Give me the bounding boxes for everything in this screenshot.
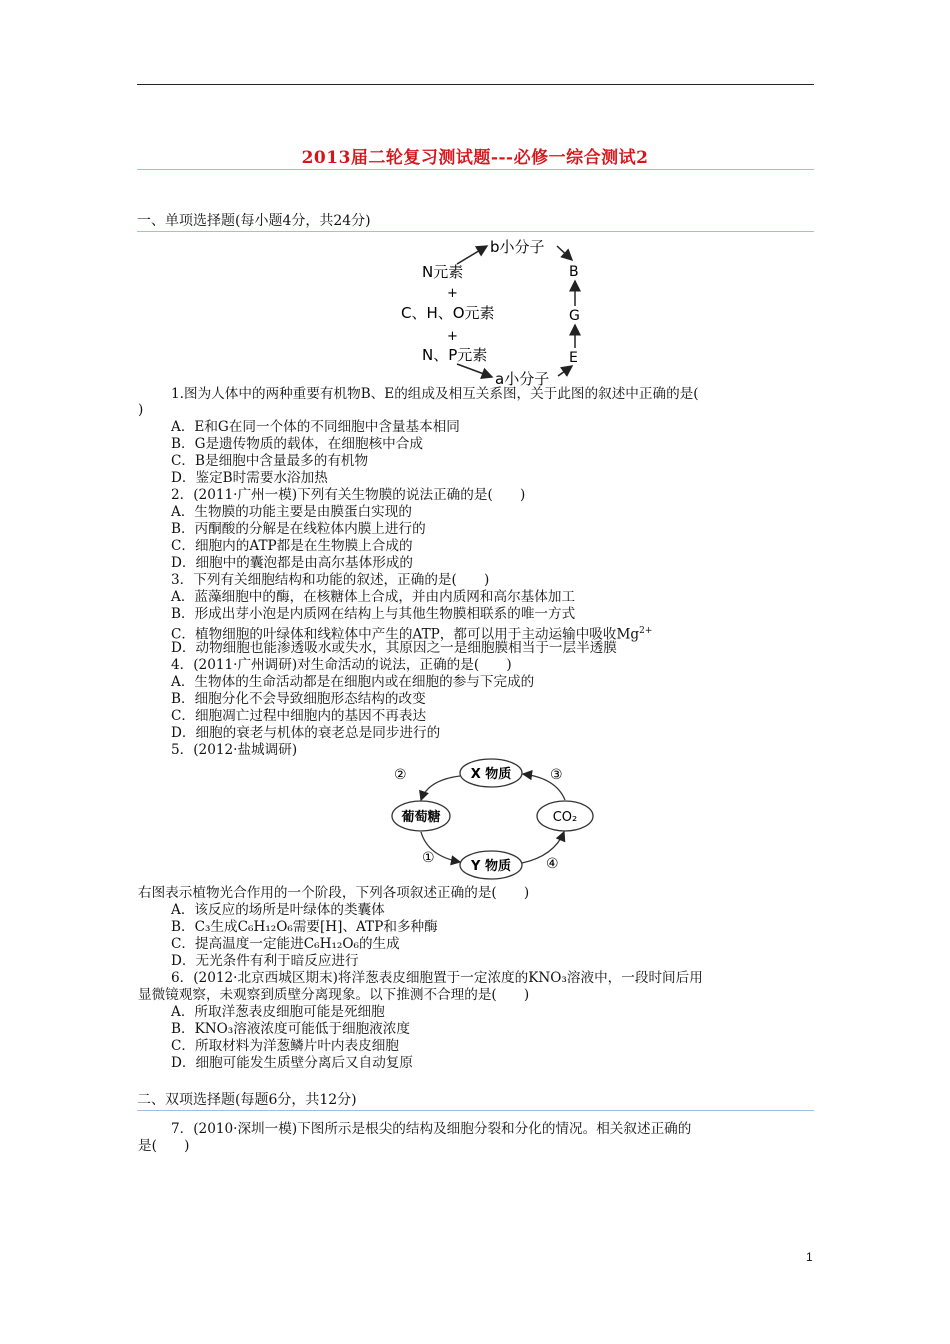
section-underline-2 <box>137 1110 814 1111</box>
node-g: G <box>569 308 580 324</box>
page-number: 1 <box>806 1250 813 1264</box>
q5-stem: 5．(2012·盐城调研) <box>171 742 298 758</box>
plus-sign-2: + <box>447 329 458 344</box>
q2-option-c: C．细胞内的ATP都是在生物膜上合成的 <box>171 538 413 554</box>
arrow-np-to-a <box>457 364 492 377</box>
arrow-a-to-e <box>558 366 572 376</box>
a-small-molecule-label: a小分子 <box>495 370 550 388</box>
q6-option-a: A．所取洋葱表皮细胞可能是死细胞 <box>171 1004 385 1020</box>
section-heading-single-choice: 一、单项选择题(每小题4分，共24分) <box>137 213 371 229</box>
q5-option-d: D．无光条件有利于暗反应进行 <box>171 953 359 969</box>
arrow-x-to-glucose <box>421 776 460 800</box>
step-2-marker: ② <box>394 767 407 783</box>
q1-option-b: B．G是遗传物质的载体，在细胞核中合成 <box>171 436 423 452</box>
q1-option-d: D．鉴定B时需要水浴加热 <box>171 470 328 486</box>
q4-option-c: C．细胞凋亡过程中细胞内的基因不再表达 <box>171 708 427 724</box>
n-element-label: N元素 <box>422 263 464 281</box>
glucose-label: 葡萄糖 <box>401 810 441 825</box>
q6-option-c: C．所取材料为洋葱鳞片叶内表皮细胞 <box>171 1038 399 1054</box>
organic-molecule-relationship-diagram <box>395 236 605 388</box>
q2-option-a: A．生物膜的功能主要是由膜蛋白实现的 <box>171 504 412 520</box>
q3-option-a: A．蓝藻细胞中的酶，在核糖体上合成，并由内质网和高尔基体加工 <box>171 589 576 605</box>
cho-element-label: C、H、O元素 <box>401 304 495 322</box>
q5-description: 右图表示植物光合作用的一个阶段，下列各项叙述正确的是( ) <box>138 885 530 901</box>
q6-option-b: B．KNO₃溶液浓度可能低于细胞液浓度 <box>171 1021 410 1037</box>
q7-stem-cont: 是( ) <box>138 1138 190 1154</box>
section-underline-1 <box>137 231 814 232</box>
q4-stem: 4．(2011·广州调研)对生命活动的说法，正确的是( ) <box>171 657 512 673</box>
q2-stem: 2．(2011·广州一模)下列有关生物膜的说法正确的是( ) <box>171 487 526 503</box>
plus-sign-1: + <box>447 286 458 301</box>
q2-option-b: B．丙酮酸的分解是在线粒体内膜上进行的 <box>171 521 426 537</box>
x-substance-label: X 物质 <box>470 767 512 782</box>
q1-stem: 1.图为人体中的两种重要有机物B、E的组成及相互关系图，关于此图的叙述中正确的是( <box>171 386 699 402</box>
title-underline <box>137 169 814 170</box>
q6-option-d: D．细胞可能发生质壁分离后又自动复原 <box>171 1055 413 1071</box>
step-3-marker: ③ <box>550 767 563 783</box>
b-small-molecule-label: b小分子 <box>490 238 545 256</box>
q3-option-c-sup: 2+ <box>639 626 653 636</box>
arrow-n-to-b <box>457 246 487 264</box>
q1-option-c: C．B是细胞中含量最多的有机物 <box>171 453 369 469</box>
node-e: E <box>569 350 578 366</box>
q2-option-d: D．细胞中的囊泡都是由高尔基体形成的 <box>171 555 413 571</box>
step-1-marker: ① <box>422 850 435 866</box>
q1-stem-cont: ) <box>138 402 144 418</box>
q3-stem: 3．下列有关细胞结构和功能的叙述，正确的是( ) <box>171 572 490 588</box>
q4-option-d: D．细胞的衰老与机体的衰老总是同步进行的 <box>171 725 441 741</box>
step-4-marker: ④ <box>546 856 559 872</box>
q6-stem-cont: 显微镜观察，未观察到质壁分离现象。以下推测不合理的是( ) <box>138 987 530 1003</box>
q4-option-b: B．细胞分化不会导致细胞形态结构的改变 <box>171 691 426 707</box>
q4-option-a: A．生物体的生命活动都是在细胞内或在细胞的参与下完成的 <box>171 674 535 690</box>
y-substance-label: Y 物质 <box>471 859 511 874</box>
co2-label: CO₂ <box>552 810 578 825</box>
page-title: 2013届二轮复习测试题---必修一综合测试2 <box>301 148 649 168</box>
q3-option-b: B．形成出芽小泡是内质网在结构上与其他生物膜相联系的唯一方式 <box>171 606 576 622</box>
q5-option-a: A．该反应的场所是叶绿体的类囊体 <box>171 902 385 918</box>
arrow-b-to-bnode <box>557 246 572 260</box>
node-b: B <box>569 264 579 280</box>
q5-option-c: C．提高温度一定能进C₆H₁₂O₆的生成 <box>171 936 400 952</box>
q1-option-a: A．E和G在同一个体的不同细胞中含量基本相同 <box>171 419 460 435</box>
q6-stem: 6．(2012·北京西城区期末)将洋葱表皮细胞置于一定浓度的KNO₃溶液中，一段时间后用 <box>171 970 703 986</box>
np-element-label: N、P元素 <box>422 346 488 364</box>
q3-option-c-text: C．植物细胞的叶绿体和线粒体中产生的ATP，都可以用于主动运输中吸收Mg <box>171 626 640 643</box>
q3-option-d: D．动物细胞也能渗透吸水或失水，其原因之一是细胞膜相当于一层半透膜 <box>171 640 617 656</box>
photosynthesis-cycle-diagram <box>388 756 600 882</box>
header-rule <box>137 84 814 85</box>
section-heading-double-choice: 二、双项选择题(每题6分，共12分) <box>137 1092 357 1108</box>
q7-stem: 7．(2010·深圳一模)下图所示是根尖的结构及细胞分裂和分化的情况。相关叙述正确的 <box>171 1121 692 1137</box>
q5-option-b: B．C₃生成C₆H₁₂O₆需要[H]、ATP和多种酶 <box>171 919 438 935</box>
